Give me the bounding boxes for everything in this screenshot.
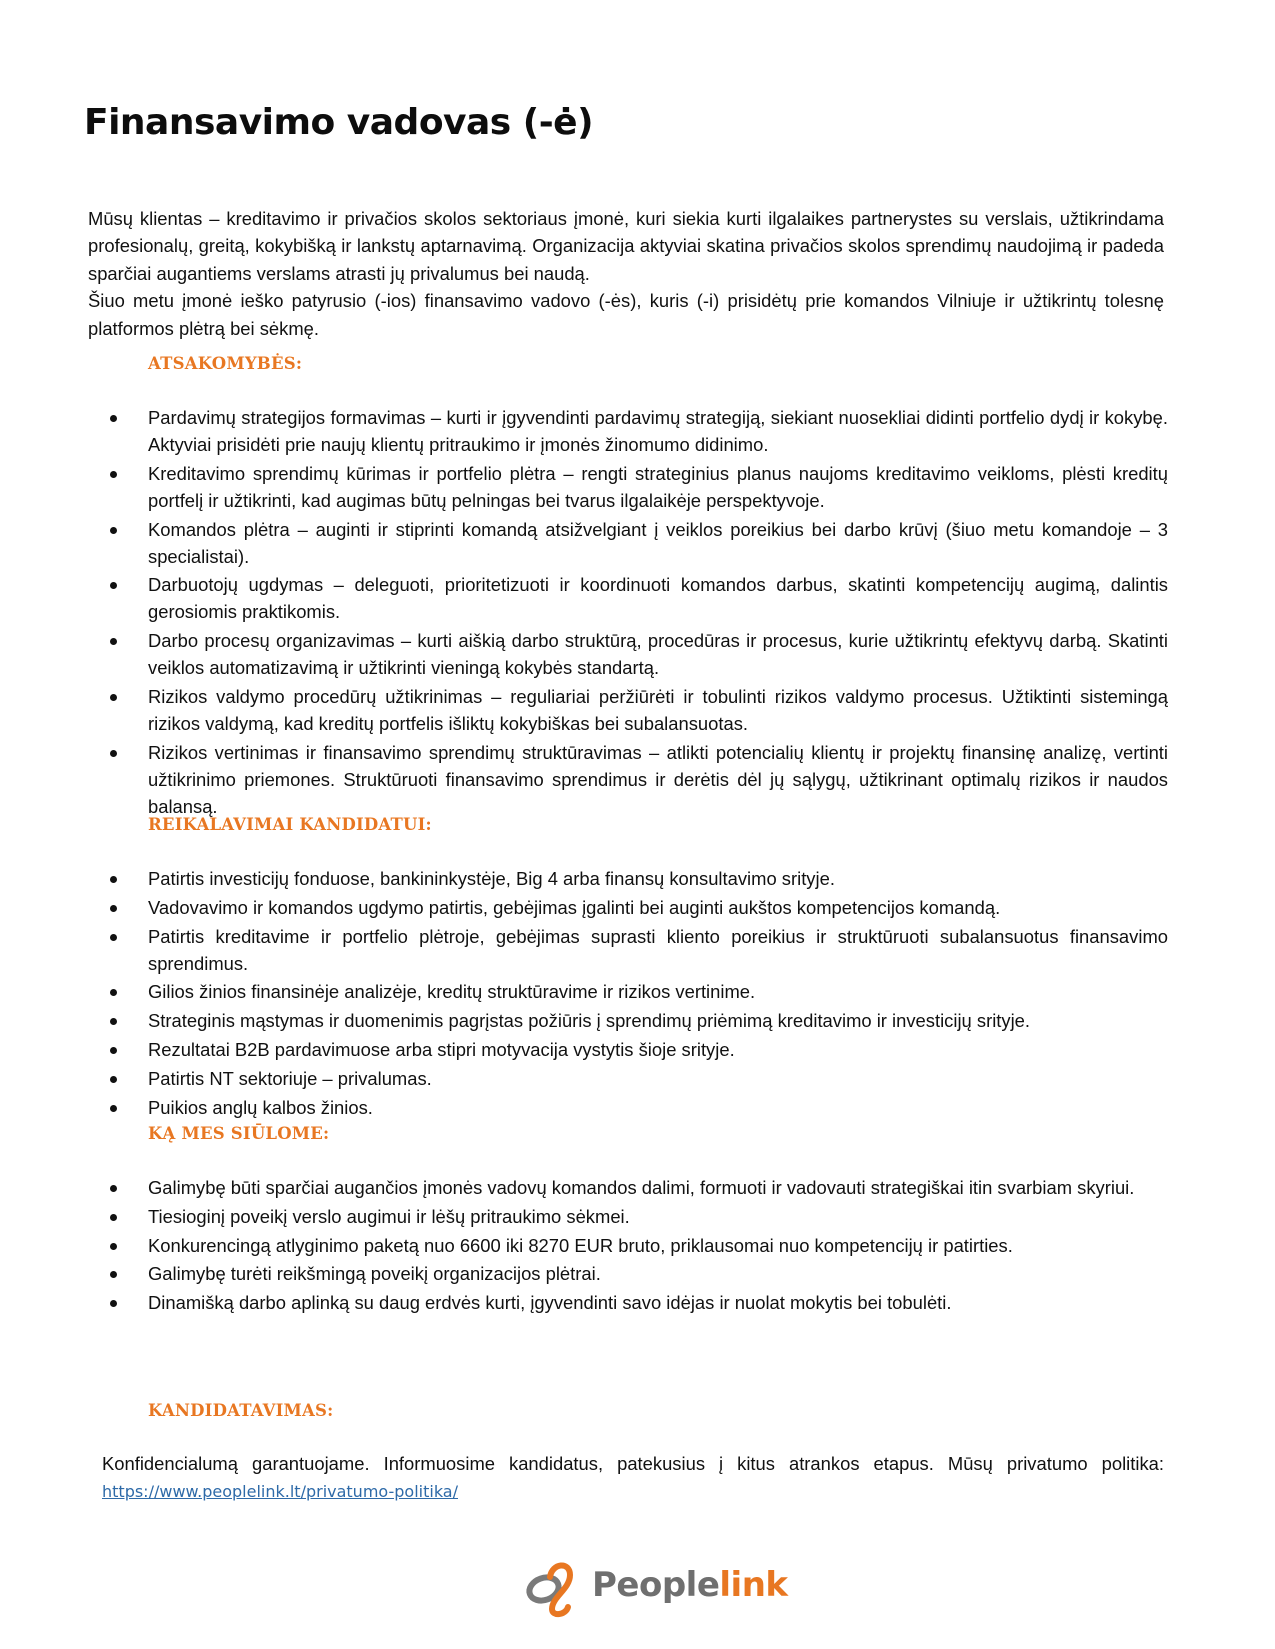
intro-paragraph: Mūsų klientas – kreditavimo ir privačios skolos sektoriaus įmonė, kuri siekia kurti ilgalaikes partnerystes su verslais, užtikrindama profesionalų, greitą, kokybišką ir lankstų aptarnavimą. Organizacija aktyviai skatina privačios skolos sprendimų naudojimą ir padeda sparčiai augantiems verslams atrasti jų privalumus bei naudą. bbox=[88, 208, 1164, 284]
bullet-icon bbox=[110, 934, 117, 941]
list-item bbox=[0, 1065, 1168, 1094]
bullet-icon bbox=[110, 415, 117, 422]
list-item bbox=[0, 1036, 1168, 1065]
bullet-icon bbox=[110, 638, 117, 645]
list-item bbox=[0, 1260, 1168, 1289]
responsibilities-list bbox=[0, 404, 1275, 822]
list-item-text: Rezultatai B2B pardavimuose arba stipri motyvacija vystytis šioje srityje. bbox=[148, 1038, 735, 1060]
offer-list bbox=[0, 1174, 1275, 1318]
bullet-icon bbox=[110, 1300, 117, 1307]
list-item bbox=[0, 571, 1168, 627]
list-item bbox=[0, 1094, 1168, 1123]
list-item-text: Patirtis NT sektoriuje – privalumas. bbox=[148, 1067, 432, 1089]
bullet-icon bbox=[110, 527, 117, 534]
list-item-text: Patirtis kreditavime ir portfelio plėtroje, gebėjimas suprasti kliento poreikius ir struktūruoti subalansuotus finansavimo sprendimus. bbox=[148, 925, 1168, 974]
privacy-policy-link[interactable]: https://www.peoplelink.lt/privatumo-politika/ bbox=[102, 1482, 458, 1502]
bullet-icon bbox=[110, 1243, 117, 1250]
bullet-icon bbox=[110, 1105, 117, 1112]
list-item bbox=[0, 1174, 1168, 1203]
bullet-icon bbox=[110, 1076, 117, 1083]
list-item bbox=[0, 894, 1168, 923]
intro-paragraph: Šiuo metu įmonė ieško patyrusio (-ios) finansavimo vadovo (-ės), kuris (-i) prisidėtų prie komandos Vilniuje ir užtikrintų tolesnę platformos plėtrą bei sėkmę. bbox=[88, 290, 1164, 339]
list-item-text: Rizikos valdymo procedūrų užtikrinimas – reguliariai peržiūrėti ir tobulinti rizikos valdymo procesus. Užtiktinti sistemingą rizikos valdymą, kad kreditų portfelis išliktų kokybiškas bei subalansuotas. bbox=[148, 685, 1168, 734]
list-item-text: Konkurencingą atlyginimo paketą nuo 6600 iki 8270 EUR bruto, priklausomai nuo kompetencijų ir patirties. bbox=[148, 1234, 1013, 1256]
brand-name-part1: People bbox=[592, 1565, 720, 1605]
bullet-icon bbox=[110, 1047, 117, 1054]
list-item-text: Darbuotojų ugdymas – deleguoti, prioritetizuoti ir koordinuoti komandos darbus, skatinti kompetencijų augimą, dalintis gerosiomis praktikomis. bbox=[148, 574, 1168, 623]
bullet-icon bbox=[110, 471, 117, 478]
bullet-icon bbox=[110, 1214, 117, 1221]
list-item-text: Vadovavimo ir komandos ugdymo patirtis, gebėjimas įgalinti bei auginti aukštos kompetencijos komandą. bbox=[148, 896, 1001, 918]
list-item-text: Pardavimų strategijos formavimas – kurti ir įgyvendinti pardavimų strategiją, siekiant nuosekliai didinti portfelio dydį ir kokybę. Aktyviai prisidėti prie naujų klientų pritraukimo ir įmonės žinomumo didinimo. bbox=[148, 407, 1168, 455]
bullet-icon bbox=[110, 1018, 117, 1025]
list-item-text: Gilios žinios finansinėje analizėje, kreditų struktūravime ir rizikos vertinime. bbox=[148, 981, 756, 1003]
section-heading-candidacy: KANDIDATAVIMAS: bbox=[148, 1401, 334, 1420]
bullet-icon bbox=[110, 582, 117, 589]
bullet-icon bbox=[110, 750, 117, 757]
list-item bbox=[0, 1007, 1168, 1036]
list-item bbox=[0, 739, 1168, 822]
list-item bbox=[0, 516, 1168, 572]
section-heading-requirements: REIKALAVIMAI KANDIDATUI: bbox=[148, 815, 432, 834]
bullet-icon bbox=[110, 1271, 117, 1278]
list-item bbox=[0, 460, 1168, 516]
list-item bbox=[0, 865, 1168, 894]
bullet-icon bbox=[110, 989, 117, 996]
page-title: Finansavimo vadovas (-ė) bbox=[84, 102, 594, 143]
bullet-icon bbox=[110, 1185, 117, 1192]
list-item-text: Komandos plėtra – auginti ir stiprinti komandą atsižvelgiant į veiklos poreikius bei darbo krūvį (šiuo metu komandoje – 3 specialistai). bbox=[148, 518, 1168, 567]
bullet-icon bbox=[110, 905, 117, 912]
list-item bbox=[0, 1289, 1168, 1318]
candidacy-paragraph: Konfidencialumą garantuojame. Informuosime kandidatus, patekusius į kitus atrankos etapus. Mūsų privatumo politika: bbox=[102, 1453, 1164, 1474]
list-item-text: Rizikos vertinimas ir finansavimo sprendimų struktūravimas – atlikti potencialių klientų ir projektų finansinę analizę, vertinti užtikrinimo priemones. Struktūruoti finansavimo sprendimus ir derėtis dėl jų sąlygų, užtikrinant optimalų rizikos ir naudos balansą. bbox=[148, 741, 1168, 817]
list-item-text: Puikios anglų kalbos žinios. bbox=[148, 1096, 373, 1118]
intro-text bbox=[88, 205, 1164, 342]
list-item bbox=[0, 1203, 1168, 1232]
list-item bbox=[0, 404, 1168, 460]
list-item-text: Kreditavimo sprendimų kūrimas ir portfelio plėtra – rengti strateginius planus naujoms kreditavimo veikloms, plėsti kreditų portfelį ir užtikrinti, kad augimas būtų pelningas bei tvarus ilgalaikėje perspektyvoje. bbox=[148, 462, 1168, 511]
list-item-text: Darbo procesų organizavimas – kurti aiškią darbo struktūrą, procedūras ir procesus, kurie užtikrintų efektyvų darbą. Skatinti veiklos automatizavimą ir užtikrinti vieningą kokybės standartą. bbox=[148, 630, 1168, 679]
brand-name-part2: link bbox=[719, 1565, 788, 1605]
brand-name bbox=[592, 1565, 788, 1605]
list-item-text: Galimybę būti sparčiai augančios įmonės vadovų komandos dalimi, formuoti ir vadovauti strategiškai itin svarbiam skyriui. bbox=[148, 1177, 1135, 1198]
list-item-text: Strateginis mąstymas ir duomenimis pagrįstas požiūris į sprendimų priėmimą kreditavimo ir investicijų srityje. bbox=[148, 1010, 1031, 1032]
list-item-text: Patirtis investicijų fonduose, bankininkystėje, Big 4 arba finansų konsultavimo srityje. bbox=[148, 868, 835, 889]
bullet-icon bbox=[110, 694, 117, 701]
list-item-text: Dinamišką darbo aplinką su daug erdvės kurti, įgyvendinti savo idėjas ir nuolat mokytis bei tobulėti. bbox=[148, 1292, 952, 1314]
list-item bbox=[0, 1232, 1168, 1261]
peoplelink-logo bbox=[522, 1555, 788, 1619]
list-item-text: Tiesioginį poveikį verslo augimui ir lėšų pritraukimo sėkmei. bbox=[148, 1205, 630, 1227]
requirements-list bbox=[0, 865, 1275, 1122]
list-item bbox=[0, 683, 1168, 739]
list-item bbox=[0, 627, 1168, 683]
list-item bbox=[0, 923, 1168, 979]
candidacy-text bbox=[102, 1450, 1164, 1506]
list-item-text: Galimybę turėti reikšmingą poveikį organizacijos plėtrai. bbox=[148, 1263, 601, 1285]
peoplelink-loop-icon bbox=[522, 1555, 586, 1619]
section-heading-offer: KĄ MES SIŪLOME: bbox=[148, 1124, 330, 1143]
section-heading-responsibilities: ATSAKOMYBĖS: bbox=[148, 354, 303, 373]
list-item bbox=[0, 978, 1168, 1007]
bullet-icon bbox=[110, 876, 117, 883]
